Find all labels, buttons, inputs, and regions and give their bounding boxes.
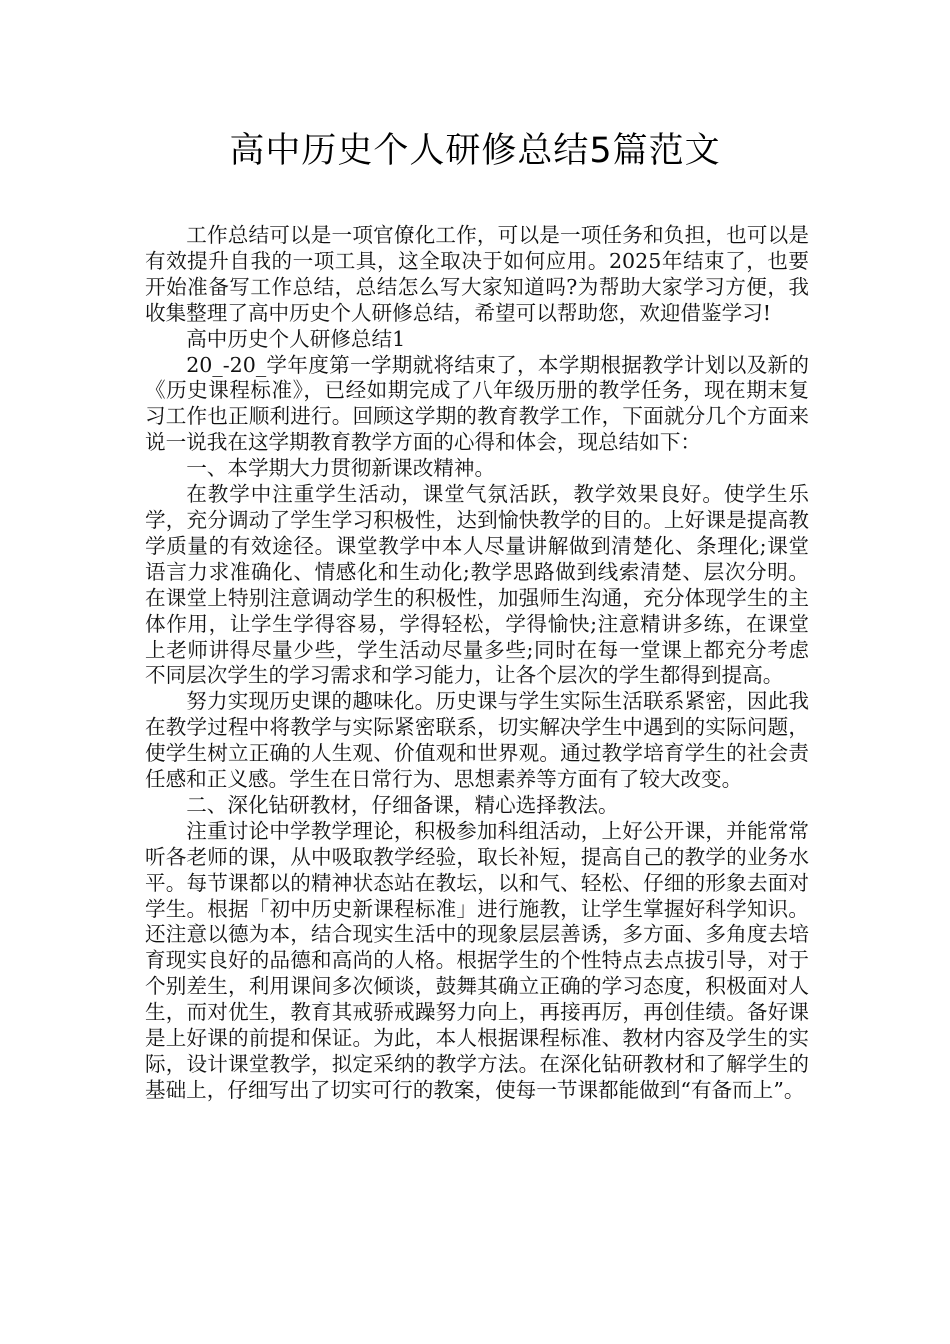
section-heading-summary-1: 高中历史个人研修总结1	[186, 326, 406, 351]
document-title: 高中历史个人研修总结5篇范文	[229, 131, 721, 171]
document-body	[145, 223, 809, 1104]
section-heading-one: 一、本学期大力贯彻新课改精神。	[186, 456, 496, 481]
section-heading-two: 二、深化钻研教材，仔细备课，精心选择教法。	[186, 792, 619, 817]
paragraph-intro: 工作总结可以是一项官僚化工作，可以是一项任务和负担，也可以是有效提升自我的一项工具，这全取决于如何应用。2025年结束了，也要开始准备写工作总结，总结怎么写大家知道吗?为帮助大家学习方便，我收集整理了高中历史个人研修总结，希望可以帮助您，欢迎借鉴学习!	[145, 223, 809, 325]
paragraph-preparation: 注重讨论中学教学理论，积极参加科组活动，上好公开课，并能常常听各老师的课，从中吸取教学经验，取长补短，提高自己的教学的业务水平。每节课都以的精神状态站在教坛，以和气、轻松、仔细的形象去面对学生。根据「初中历史新课程标准」进行施教，让学生掌握好科学知识。还注意以德为本，结合现实生活中的现象层层善诱，多方面、多角度去培育现实良好的品德和高尚的人格。根据学生的个性特点去点拔引导，对于个别差生，利用课间多次倾谈，鼓舞其确立正确的学习态度，积极面对人生，而对优生，教育其戒骄戒躁努力向上，再接再厉，再创佳绩。备好课是上好课的前提和保证。为此，本人根据课程标准、教材内容及学生的实际，设计课堂教学，拟定采纳的教学方法。在深化钻研教材和了解学生的基础上，仔细写出了切实可行的教案，使每一节课都能做到“有备而上”。	[145, 818, 809, 1102]
paragraph-classroom: 在教学中注重学生活动，课堂气氛活跃，教学效果良好。使学生乐学，充分调动了学生学习积极性，达到愉快教学的目的。上好课是提高教学质量的有效途径。课堂教学中本人尽量讲解做到清楚化、条理化;课堂语言力求准确化、情感化和生动化;教学思路做到线索清楚、层次分明。在课堂上特别注意调动学生的积极性，加强师生沟通，充分体现学生的主体作用，让学生学得容易，学得轻松，学得愉快;注意精讲多练，在课堂上老师讲得尽量少些，学生活动尽量多些;同时在每一堂课上都充分考虑不同层次学生的学习需求和学习能力，让各个层次的学生都得到提高。	[145, 482, 809, 688]
paragraph-overview: 20_-20_学年度第一学期就将结束了，本学期根据教学计划以及新的《历史课程标准》，已经如期完成了八年级历册的教学任务，现在期末复习工作也正顺利进行。回顾这学期的教育教学工作，下面就分几个方面来说一说我在这学期教育教学方面的心得和体会，现总结如下：	[145, 352, 809, 455]
paragraph-interest: 努力实现历史课的趣味化。历史课与学生实际生活联系紧密，因此我在教学过程中将教学与实际紧密联系，切实解决学生中遇到的实际问题，使学生树立正确的人生观、价值观和世界观。通过教学培育学生的社会责任感和正义感。学生在日常行为、思想素养等方面有了较大改变。	[145, 689, 809, 792]
